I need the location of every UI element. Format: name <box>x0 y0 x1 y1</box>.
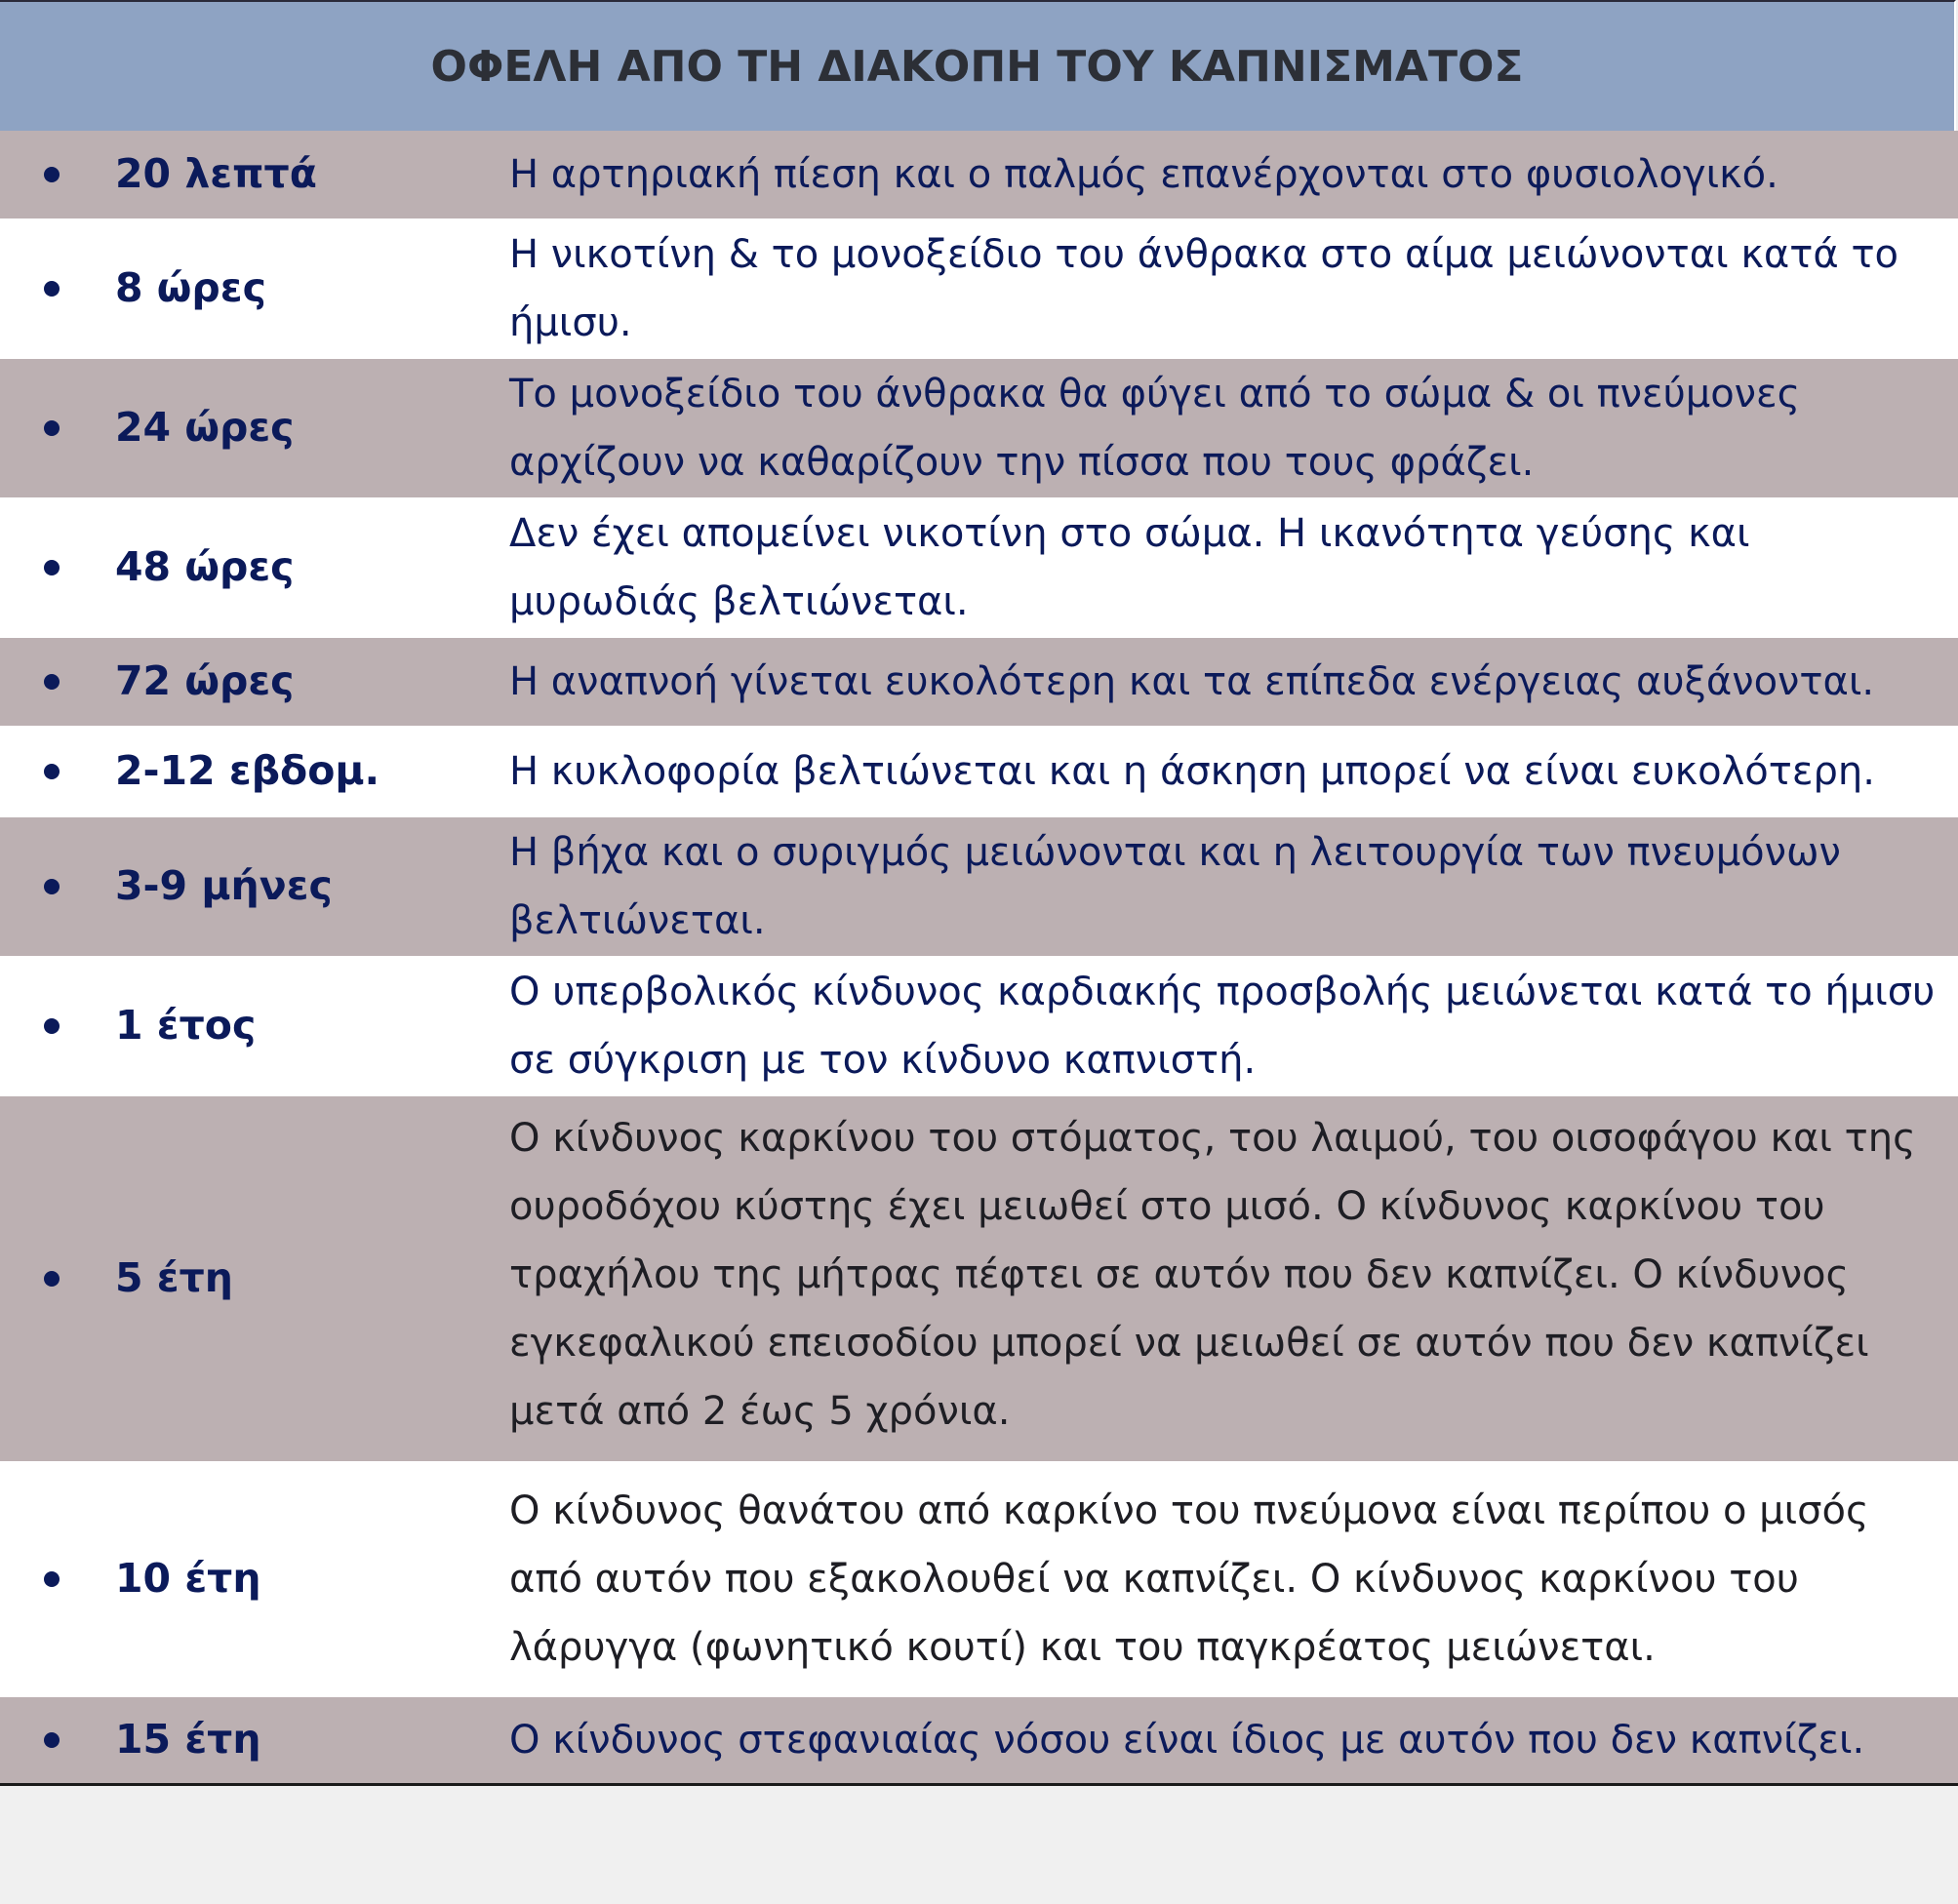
bullet-icon <box>44 167 60 182</box>
table-row <box>0 1096 1958 1461</box>
table-row <box>0 638 1958 726</box>
table-row <box>0 359 1958 497</box>
table-row <box>0 956 1958 1096</box>
benefit-text: Η βήχα και ο συριγμός μειώνονται και η λειτουργία των πνευμόνων βελτιώνεται. <box>509 830 1841 943</box>
benefit-text: Το μονοξείδιο του άνθρακα θα φύγει από το σώμα & οι πνεύμονες αρχίζουν να καθαρίζουν την πίσσα που τους φράζει. <box>509 372 1801 485</box>
benefit-text: Η αναπνοή γίνεται ευκολότερη και τα επίπεδα ενέργειας αυξάνονται. <box>509 659 1875 704</box>
table-header <box>0 0 1956 131</box>
table-row <box>0 817 1958 956</box>
bullet-icon <box>44 1018 60 1034</box>
table-row <box>0 497 1958 638</box>
period-label: 5 έτη <box>115 1254 233 1301</box>
table-row <box>0 131 1958 218</box>
bullet-icon <box>44 281 60 297</box>
bullet-icon <box>44 420 60 436</box>
page-title: ΟΦΕΛΗ ΑΠΟ ΤΗ ΔΙΑΚΟΠΗ ΤΟΥ ΚΑΠΝΙΣΜΑΤΟΣ <box>430 41 1524 92</box>
period-label: 1 έτος <box>115 1002 257 1049</box>
bullet-icon <box>44 560 60 575</box>
bullet-icon <box>44 1271 60 1287</box>
period-label: 48 ώρες <box>115 543 295 590</box>
period-label: 72 ώρες <box>115 657 295 704</box>
benefit-text: Η κυκλοφορία βελτιώνεται και η άσκηση μπορεί να είναι ευκολότερη. <box>509 749 1875 794</box>
period-label: 8 ώρες <box>115 264 266 311</box>
bullet-icon <box>44 674 60 690</box>
benefit-text: Η νικοτίνη & το μονοξείδιο του άνθρακα στο αίμα μειώνονται κατά το ήμισυ. <box>509 232 1899 345</box>
table-row <box>0 1461 1958 1697</box>
benefit-text: Ο κίνδυνος θανάτου από καρκίνο του πνεύμονα είναι περίπου ο μισός από αυτόν που εξακολουθεί να καπνίζει. Ο κίνδυνος καρκίνου του λάρυγγα (φωνητικό κουτί) και του παγκρέατος μειώνεται. <box>509 1488 1869 1670</box>
bottom-divider <box>0 1783 1958 1786</box>
benefit-text: Ο κίνδυνος στεφανιαίας νόσου είναι ίδιος με αυτόν που δεν καπνίζει. <box>509 1718 1865 1763</box>
period-label: 10 έτη <box>115 1555 261 1602</box>
bullet-icon <box>44 879 60 894</box>
bullet-icon <box>44 764 60 779</box>
period-label: 24 ώρες <box>115 404 295 451</box>
period-label: 2-12 εβδομ. <box>115 747 380 794</box>
table-row <box>0 726 1958 817</box>
benefit-text: Ο υπερβολικός κίνδυνος καρδιακής προσβολής μειώνεται κατά το ήμισυ σε σύγκριση με τον κίνδυνο καπνιστή. <box>509 970 1936 1083</box>
benefit-text: Η αρτηριακή πίεση και ο παλμός επανέρχονται στο φυσιολογικό. <box>509 152 1778 197</box>
bullet-icon <box>44 1571 60 1587</box>
period-label: 3-9 μήνες <box>115 862 333 909</box>
benefit-text: Ο κίνδυνος καρκίνου του στόματος, του λαιμού, του οισοφάγου και της ουροδόχου κύστης έχει μειωθεί στο μισό. Ο κίνδυνος καρκίνου του τραχήλου της μήτρας πέφτει σε αυτόν που δεν καπνίζει. Ο κίνδυνος εγκεφαλικού επεισοδίου μπορεί να μειωθεί σε αυτόν που δεν καπνίζει μετά από 2 έως 5 χρόνια. <box>509 1116 1916 1434</box>
period-label: 20 λεπτά <box>115 150 317 197</box>
period-label: 15 έτη <box>115 1716 261 1763</box>
benefit-text: Δεν έχει απομείνει νικοτίνη στο σώμα. Η ικανότητα γεύσης και μυρωδιάς βελτιώνεται. <box>509 511 1750 624</box>
bullet-icon <box>44 1732 60 1748</box>
table-row <box>0 218 1958 359</box>
table-row <box>0 1697 1958 1783</box>
